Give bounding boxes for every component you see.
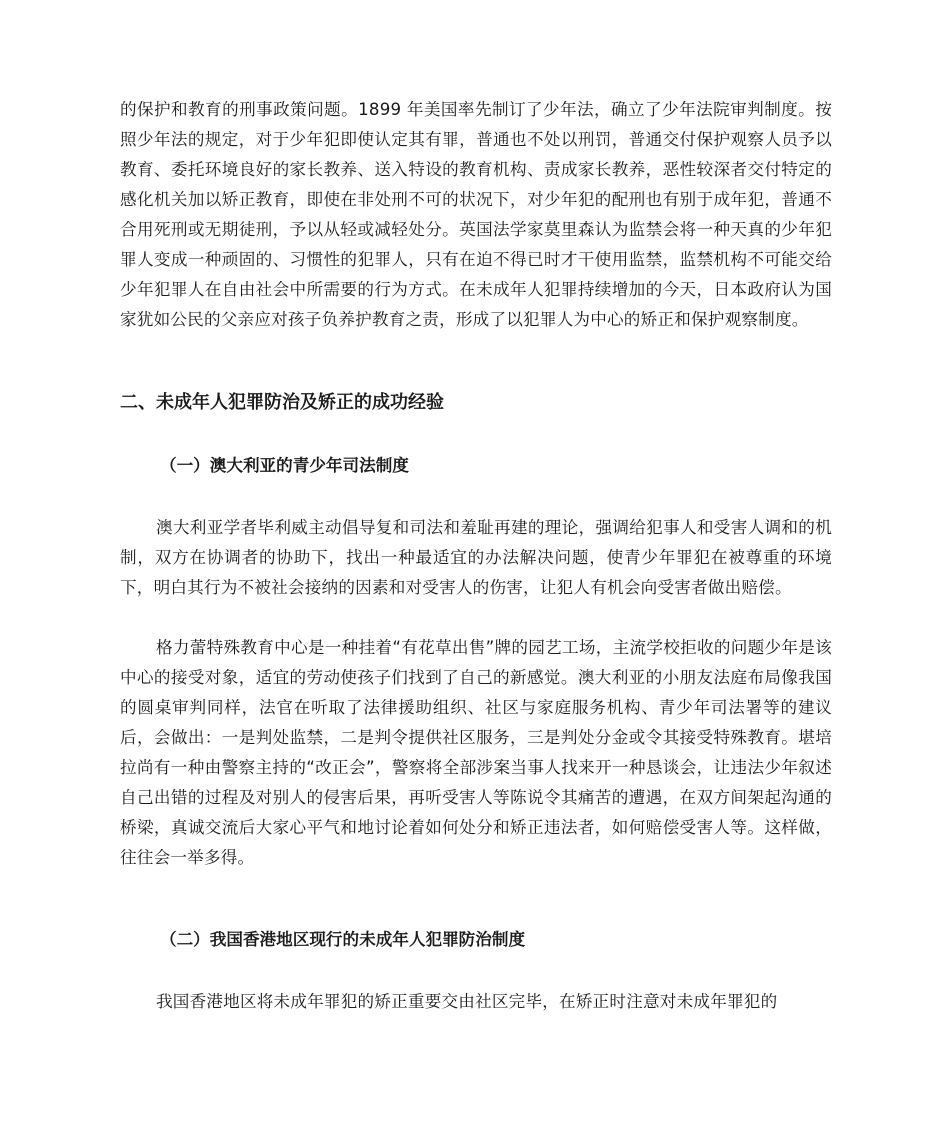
section-heading: 二、未成年人犯罪防治及矫正的成功经验 bbox=[120, 392, 444, 413]
paragraph-australia-restorative-justice: 澳大利亚学者毕利威主动倡导复和司法和羞耻再建的理论，强调给犯事人和受害人调和的机制，双方在协调者的协助下，找出一种最适宜的办法解决问题，使青少年罪犯在被尊重的环境下，明白其行为不被社会接纳的因素和对受害人的伤害，让犯人有机会向受害者做出赔偿。 bbox=[120, 518, 832, 597]
paragraph-juvenile-law-history: 的保护和教育的刑事政策问题。1899 年美国率先制订了少年法，确立了少年法院审判制度。按照少年法的规定，对于少年犯即使认定其有罪，普通也不处以刑罚，普通交付保护观察人员予以教育、委托环境良好的家长教养、送入特设的教育机构、责成家长教养，恶性较深者交付特定的感化机关加以矫正教育，即使在非处刑不可的状况下，对少年犯的配刑也有别于成年犯，普通不合用死刑或无期徒刑，予以从轻或减轻处分。英国法学家莫里森认为监禁会将一种天真的少年犯罪人变成一种顽固的、习惯性的犯罪人，只有在迫不得已时才干使用监禁，监禁机构不可能交给少年犯罪人在自由社会中所需要的行为方式。在未成年人犯罪持续增加的今天，日本政府认为国家犹如公民的父亲应对孩子负养护教育之责，形成了以犯罪人为中心的矫正和保护观察制度。 bbox=[120, 100, 832, 329]
paragraph-hongkong-community-correction: 我国香港地区将未成年罪犯的矫正重要交由社区完毕，在矫正时注意对未成年罪犯的 bbox=[156, 992, 778, 1011]
paragraph-australia-education-center: 格力蕾特殊教育中心是一种挂着“有花草出售”牌的园艺工场，主流学校拒收的问题少年是该中心的接受对象，适宜的劳动使孩子们找到了自己的新感觉。澳大利亚的小朋友法庭布局像我国的圆桌审判同样，法官在听取了法律援助组织、社区与家庭服务机构、青少年司法署等的建议后，会做出：一是判处监禁，二是判令提供社区服务，三是判处分金或令其接受特殊教育。堪培拉尚有一种由警察主持的“改正会”，警察将全部涉案当事人找来开一种恳谈会，让违法少年叙述自己出错的过程及对别人的侵害后果，再听受害人等陈说令其痛苦的遭遇，在双方间架起沟通的桥梁，真诚交流后大家心平气和地讨论着如何处分和矫正违法者，如何赔偿受害人等。这样做，往往会一举多得。 bbox=[120, 638, 832, 867]
subsection-heading-hongkong: （二）我国香港地区现行的未成年人犯罪防治制度 bbox=[160, 930, 526, 949]
subsection-heading-australia: （一）澳大利亚的青少年司法制度 bbox=[160, 456, 409, 475]
